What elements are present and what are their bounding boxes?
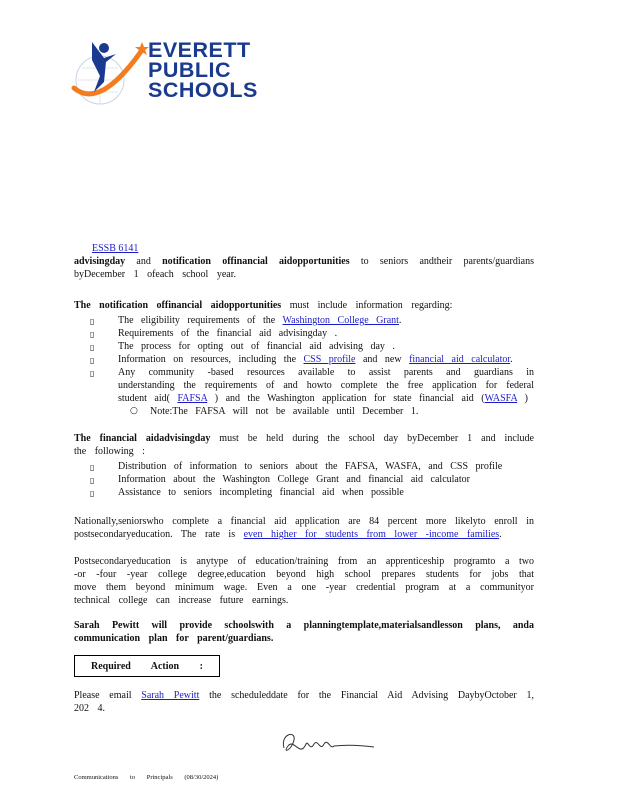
css-profile-link[interactable]: CSS profile bbox=[303, 354, 356, 365]
note-text: Note:The FAFSA will not be available until December 1. bbox=[150, 406, 419, 417]
sarah-paragraph bbox=[74, 619, 534, 645]
item-text: Any community -based resources available to assist parents and guardians in understanding the requirements of and howto complete the free application for federal student aid( bbox=[118, 367, 534, 404]
document-body bbox=[74, 242, 534, 715]
requirements-list bbox=[74, 314, 534, 405]
nation-text-end: . bbox=[499, 529, 502, 540]
item-text: Requirements of the financial aid advisingday . bbox=[118, 328, 338, 339]
item-text: Assistance to seniors incompleting financial aid when possible bbox=[118, 487, 404, 498]
district-logo bbox=[70, 36, 260, 110]
item-text: The process for opting out of financial aid advising day . bbox=[118, 341, 395, 352]
item-text: The eligibility requirements of the bbox=[118, 315, 283, 326]
item-text: Distribution of information to seniors about the FAFSA, WASFA, and CSS profile bbox=[118, 461, 503, 472]
bill-reference-link[interactable]: ESSB 6141 bbox=[92, 243, 139, 254]
email-paragraph bbox=[74, 689, 534, 715]
advising-day-list bbox=[74, 460, 534, 499]
bullet-icon: ▯ bbox=[90, 317, 95, 326]
nation-text: Nationally,seniorswho complete a financial aid application are 84 percent more likelyto enroll in postsecondaryeducation. The rate is bbox=[74, 516, 534, 540]
item-text: and new bbox=[355, 354, 410, 365]
required-action-label: Required Action : bbox=[91, 660, 203, 672]
list-item bbox=[74, 314, 534, 327]
email-text-end: the scheduleddate for the Financial Aid Advising DaybyOctober 1, 202 4. bbox=[74, 690, 534, 714]
intro-bold-1: advisingday bbox=[74, 256, 126, 267]
email-text: Please email bbox=[74, 690, 142, 701]
required-action-box bbox=[74, 655, 220, 677]
fafsa-link[interactable]: FAFSA bbox=[177, 393, 208, 404]
list-item bbox=[74, 486, 534, 499]
held-text: must be held during the school day byDecember 1 and include the following : bbox=[74, 433, 534, 457]
lower-income-link[interactable]: even higher for students from lower -income families bbox=[243, 529, 500, 540]
sarah-bold: Sarah Pewitt will provide schoolswith a planningtemplate,materialsandlesson plans, anda communication plan for parent/guardians. bbox=[74, 620, 534, 644]
wasfa-link[interactable]: WASFA bbox=[484, 393, 518, 404]
footer-note: Communications to Principals (08/30/2024) bbox=[74, 774, 219, 781]
logo-emblem-icon bbox=[70, 36, 150, 110]
nationally-paragraph bbox=[74, 515, 534, 541]
list-item bbox=[74, 460, 534, 473]
logo-line-2: PUBLIC bbox=[148, 58, 232, 82]
sarah-pewitt-email-link[interactable]: Sarah Pewitt bbox=[141, 690, 200, 701]
sub-bullet-icon: ○ bbox=[130, 406, 138, 416]
intro-paragraph bbox=[74, 255, 534, 281]
signature-icon bbox=[278, 728, 378, 760]
washington-college-grant-link[interactable]: Washington College Grant bbox=[282, 315, 399, 326]
logo-line-3: SCHOOLS bbox=[148, 78, 258, 102]
notice-bold: The notification offinancial aidopportunities bbox=[74, 300, 282, 311]
financial-aid-calculator-link[interactable]: financial aid calculator bbox=[409, 354, 511, 365]
bullet-icon: ▯ bbox=[90, 343, 95, 352]
bullet-icon: ▯ bbox=[90, 476, 95, 485]
item-text: Information on resources, including the bbox=[118, 354, 304, 365]
item-text: ) and the Washington application for state financial aid ( bbox=[207, 393, 485, 404]
item-text: ) bbox=[517, 393, 529, 404]
notice-text: must include information regarding: bbox=[281, 300, 453, 311]
bullet-icon: ▯ bbox=[90, 330, 95, 339]
list-item bbox=[74, 353, 534, 366]
item-text: . bbox=[398, 315, 402, 326]
list-item bbox=[74, 340, 534, 353]
intro-text-1: and bbox=[125, 256, 163, 267]
intro-bold-2: notification offinancial aidopportunities bbox=[162, 256, 350, 267]
list-item bbox=[74, 327, 534, 340]
held-paragraph bbox=[74, 432, 534, 458]
list-item bbox=[74, 366, 534, 405]
notice-heading bbox=[74, 299, 534, 312]
list-item bbox=[74, 473, 534, 486]
item-text: Information about the Washington College Grant and financial aid calculator bbox=[118, 474, 470, 485]
postsecondary-paragraph: Postsecondaryeducation is anytype of education/training from an apprenticeship programto a two -or -four -year college degree,education beyond high school prepares students for jobs that move them beyond minimum wage. Even a one -year credential program at a communityor technical college can increase future earnings. bbox=[74, 556, 534, 606]
item-text: . bbox=[510, 354, 513, 365]
bullet-icon: ▯ bbox=[90, 356, 95, 365]
fafsa-note bbox=[74, 405, 534, 418]
bullet-icon: ▯ bbox=[90, 369, 95, 378]
intro-text-2: to seniors andtheir parents/guardians byDecember 1 ofeach school year. bbox=[74, 256, 534, 280]
bullet-icon: ▯ bbox=[90, 489, 95, 498]
logo-line-1: EVERETT bbox=[148, 38, 251, 62]
held-bold: The financial aidadvisingday bbox=[74, 433, 211, 444]
bullet-icon: ▯ bbox=[90, 463, 95, 472]
